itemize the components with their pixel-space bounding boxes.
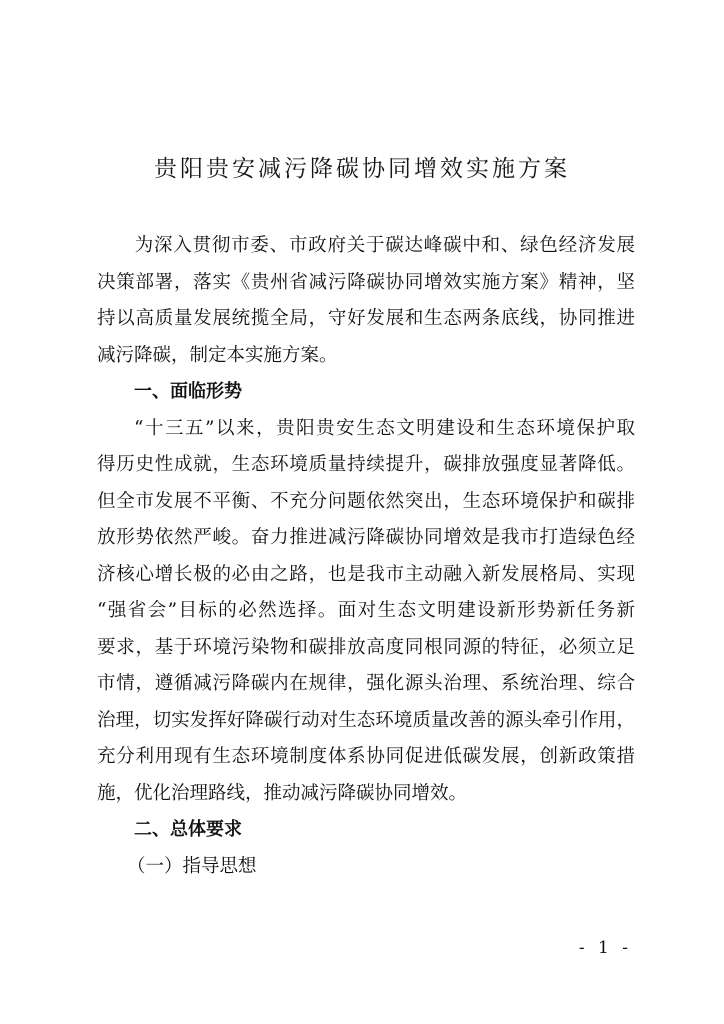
section1-line: 得历史性成就，生态环境质量持续提升，碳排放强度显著降低。	[97, 454, 635, 475]
section1-line: “强省会”目标的必然选择。面对生态文明建设新形势新任务新	[97, 600, 635, 621]
document-body	[97, 228, 635, 885]
intro-line: 持以高质量发展统揽全局，守好发展和生态两条底线，协同推进	[97, 308, 635, 329]
section1-line: “十三五”以来，贵阳贵安生态文明建设和生态环境保护取	[134, 417, 635, 439]
intro-line: 为深入贯彻市委、市政府关于碳达峰碳中和、绿色经济发展	[134, 235, 635, 256]
section1-line: 济核心增长极的必由之路，也是我市主动融入新发展格局、实现	[97, 563, 635, 585]
intro-line: 减污降碳，制定本实施方案。	[97, 344, 338, 366]
document-title: 贵阳贵安减污降碳协同增效实施方案	[154, 156, 570, 182]
section1-line: 施，优化治理路线，推动减污降碳协同增效。	[97, 782, 468, 804]
section1-line: 要求，基于环境污染物和碳排放高度同根同源的特征，必须立足	[97, 636, 635, 658]
section-heading-1: 一、面临形势	[134, 381, 242, 402]
section1-line: 但全市发展不平衡、不充分问题依然突出，生态环境保护和碳排	[97, 490, 635, 512]
section-heading-2: 二、总体要求	[134, 819, 242, 840]
page-number: - 1 -	[578, 938, 632, 958]
section1-line: 充分利用现有生态环境制度体系协同促进低碳发展，创新政策措	[97, 746, 635, 767]
section1-line: 治理，切实发挥好降碳行动对生态环境质量改善的源头牵引作用，	[97, 709, 635, 731]
section1-line: 放形势依然严峻。奋力推进减污降碳协同增效是我市打造绿色经	[97, 527, 635, 548]
section1-line: 市情，遵循减污降碳内在规律，强化源头治理、系统治理、综合	[97, 673, 635, 694]
subsection-heading-1: （一）指导思想	[127, 855, 257, 877]
intro-line: 决策部署，落实《贵州省减污降碳协同增效实施方案》精神，坚	[97, 271, 635, 293]
